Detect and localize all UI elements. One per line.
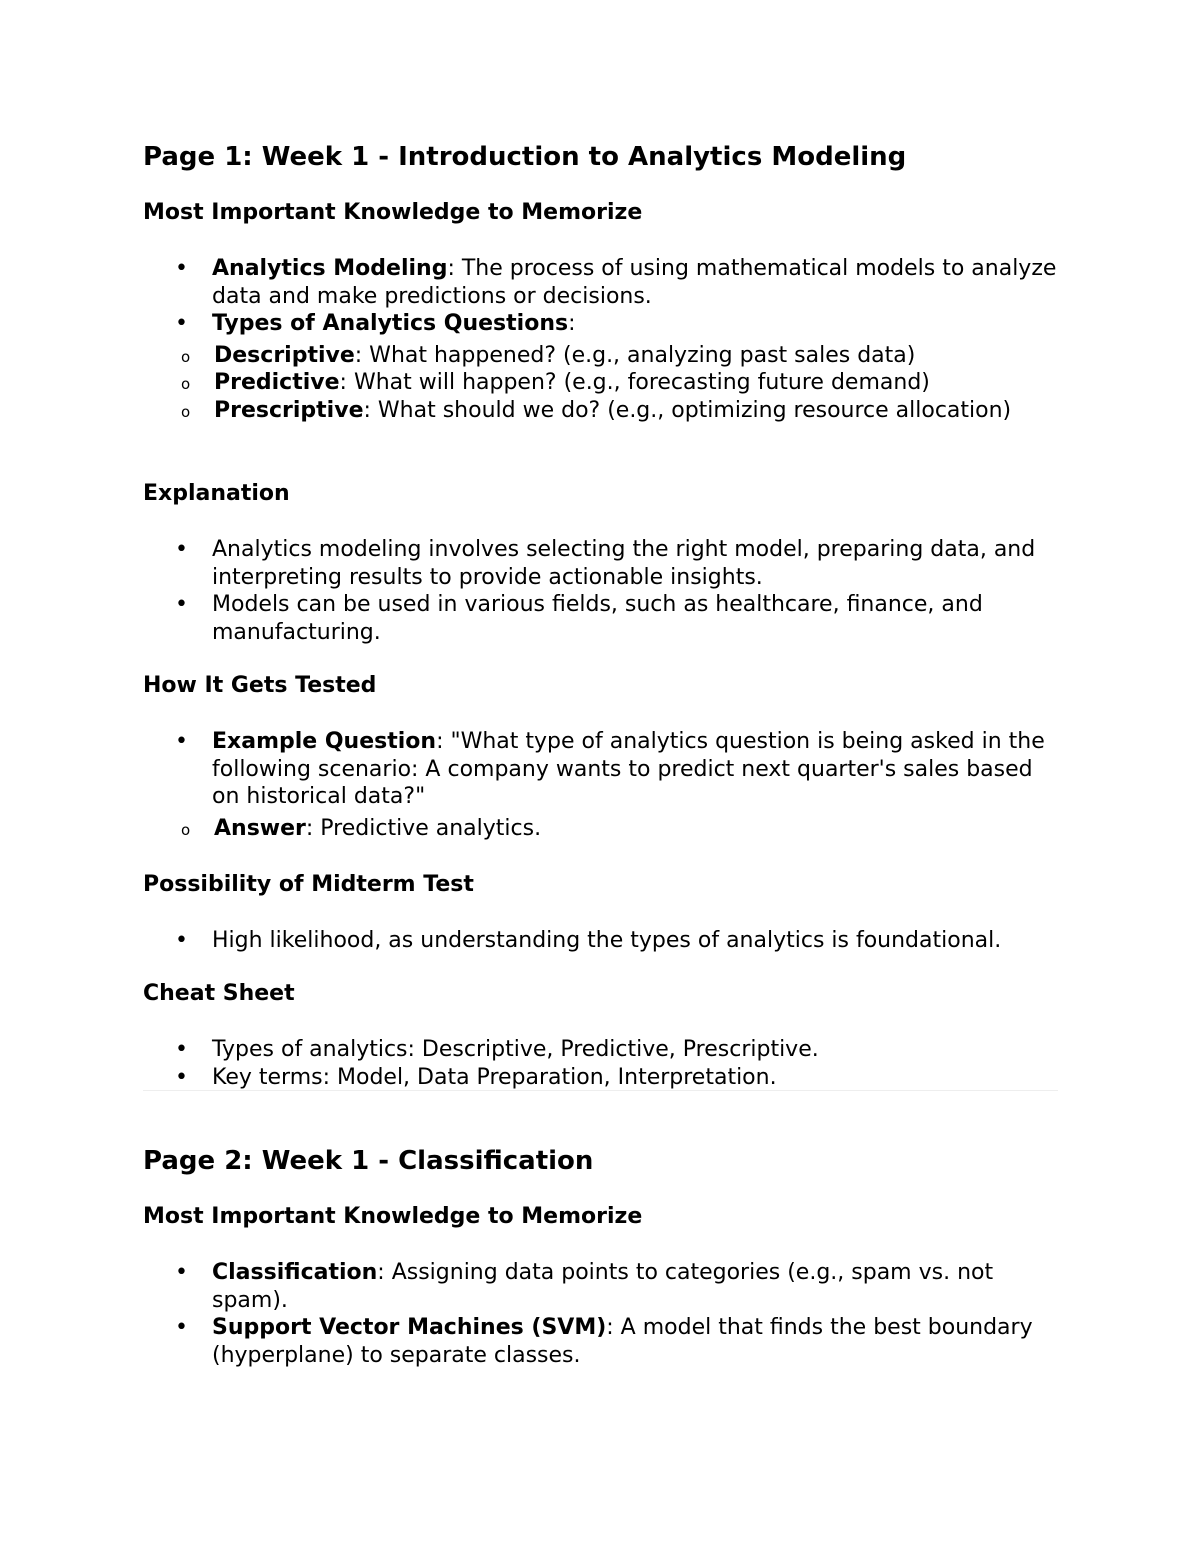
bullet-icon: • (175, 256, 188, 281)
page1-midterm-list (143, 927, 1083, 955)
definition: : The process of using mathematical models to analyze data and make predictions or decisions. (212, 256, 1057, 309)
sub-bullet-icon: o (181, 375, 191, 393)
page1-explanation-list (143, 536, 1063, 646)
term: Analytics Modeling (212, 256, 448, 281)
term: Descriptive (214, 342, 355, 368)
page2-memorize-list (143, 1259, 1063, 1369)
term: Support Vector Machines (SVM) (212, 1315, 607, 1340)
list-item (143, 1259, 1063, 1314)
bullet-icon: • (175, 592, 188, 617)
list-item (143, 728, 1063, 842)
page1-memorize-list (143, 255, 1063, 424)
page1-cheat-list (143, 1036, 1063, 1091)
sub-bullet-icon: o (181, 347, 191, 366)
bullet-icon: • (175, 1315, 188, 1340)
list-item (143, 310, 1063, 424)
sub-list-item (143, 397, 1063, 425)
page1-tested-list (143, 728, 1063, 842)
cheat-text: Types of analytics: Descriptive, Predictive, Prescriptive. (212, 1037, 819, 1062)
definition: : A model that finds the best boundary (hyperplane) to separate classes. (212, 1315, 1033, 1368)
list-item (143, 591, 1063, 646)
list-item (143, 1314, 1063, 1369)
page2-memorize-heading: Most Important Knowledge to Memorize (143, 1204, 643, 1229)
explanation-text: Analytics modeling involves selecting the right model, preparing data, and interpreting results to provide actionable insights. (212, 537, 1036, 590)
term: Classification (212, 1260, 378, 1285)
term: Answer (214, 815, 306, 841)
term: Example Question (212, 729, 437, 754)
page1-explanation-heading: Explanation (143, 481, 290, 506)
example-question-text: : "What type of analytics question is being asked in the following scenario: A company wants to predict next quarter's sales based on historical data?" (212, 729, 1045, 809)
definition: : What will happen? (e.g., forecasting future demand) (339, 370, 930, 395)
page1-tested-heading: How It Gets Tested (143, 673, 377, 698)
sub-bullet-icon: o (181, 820, 191, 839)
page1-memorize-heading: Most Important Knowledge to Memorize (143, 200, 643, 225)
term: Prescriptive (214, 397, 364, 423)
answer-sublist (143, 815, 1063, 843)
list-item (143, 255, 1063, 310)
bullet-icon: • (175, 1064, 188, 1090)
bullet-icon: • (175, 729, 188, 754)
list-item (143, 536, 1063, 591)
bullet-icon: • (175, 1260, 188, 1285)
bullet-icon: • (175, 928, 188, 953)
analytics-types-sublist (143, 342, 1063, 425)
midterm-text: High likelihood, as understanding the types of analytics is foundational. (212, 928, 1002, 953)
term: Predictive (214, 370, 340, 395)
list-item (143, 927, 1083, 955)
cheat-text: Key terms: Model, Data Preparation, Interpretation. (212, 1064, 777, 1090)
sub-list-item (143, 815, 1063, 843)
bullet-icon: • (175, 1037, 188, 1062)
page-divider (143, 1090, 1058, 1091)
definition: : Assigning data points to categories (e.g., spam vs. not spam). (212, 1260, 994, 1313)
definition: : What should we do? (e.g., optimizing resource allocation) (363, 397, 1012, 423)
bullet-icon: • (175, 537, 188, 562)
term: Types of Analytics Questions (212, 311, 569, 336)
sub-bullet-icon: o (181, 402, 191, 421)
explanation-text: Models can be used in various fields, such as healthcare, finance, and manufacturing. (212, 592, 983, 645)
answer-text: : Predictive analytics. (305, 815, 542, 841)
sub-list-item (143, 369, 1063, 397)
page1-midterm-heading: Possibility of Midterm Test (143, 872, 474, 897)
definition: : (568, 311, 576, 336)
list-item (143, 1036, 1063, 1064)
list-item (143, 1064, 1063, 1092)
sub-list-item (143, 342, 1063, 370)
page1-cheat-heading: Cheat Sheet (143, 981, 295, 1006)
definition: : What happened? (e.g., analyzing past sales data) (354, 342, 916, 368)
page1-title: Page 1: Week 1 - Introduction to Analytics Modeling (143, 142, 907, 172)
page2-title: Page 2: Week 1 - Classification (143, 1146, 594, 1176)
bullet-icon: • (175, 311, 188, 336)
